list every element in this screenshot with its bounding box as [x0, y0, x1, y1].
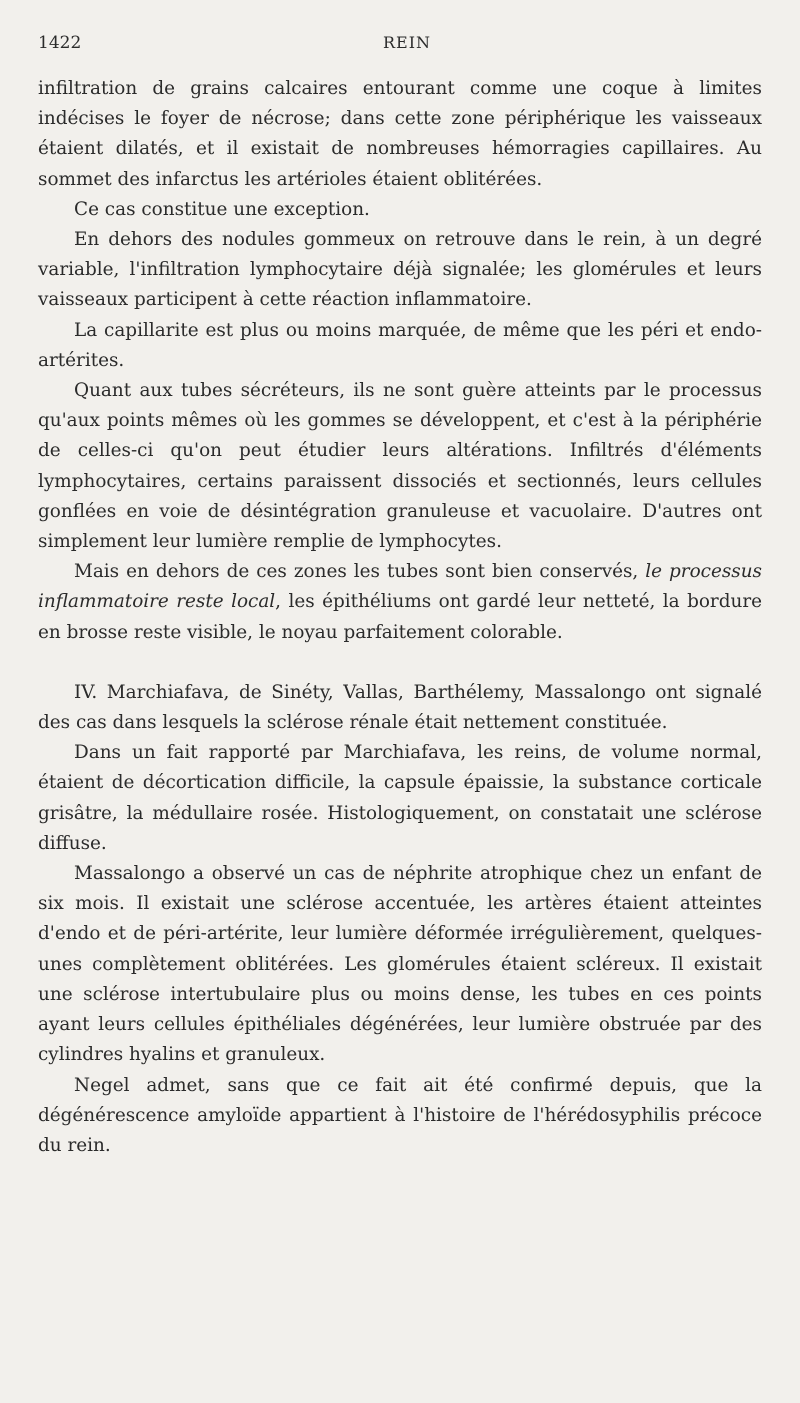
page-number: 1422 [38, 33, 82, 53]
paragraph: Ce cas constitue une exception. [74, 198, 370, 220]
paragraph: Quant aux tubes sécréteurs, ils ne sont guère atteints par le processus qu'aux points mêmes où les gommes se développent, et c'est à la périphérie de celles-ci qu'on peut étudier leurs altérations. Infiltrés d'éléments lymphocytaires, certains paraissent dissociés et sectionnés, leurs cellules gonflées en voie de désintégration granuleuse et vacuolaire. D'autres ont simplement leur lumière remplie de lymphocytes. [38, 380, 762, 553]
paragraph-text: Mais en dehors de ces zones les tubes sont bien conservés, [74, 561, 646, 583]
page-header [38, 33, 766, 57]
paragraph: En dehors des nodules gommeux on retrouve dans le rein, à un degré variable, l'infiltration lymphocytaire déjà signalée; les glomérules et leurs vaisseaux participent à cette réaction inflammatoire. [38, 229, 762, 311]
paragraph-with-emphasis [38, 557, 762, 648]
paragraph: Massalongo a observé un cas de néphrite atrophique chez un enfant de six mois. Il existait une sclérose accentuée, les artères étaient atteintes d'endo et de péri-artérite, leur lumière déformée irrégulièrement, quelques-unes complètement oblitérées. Les glomérules étaient scléreux. Il existait une sclérose intertubulaire plus ou moins dense, les tubes en ces points ayant leurs cellules épithéliales dégénérées, leur lumière obstruée par des cylindres hyalins et granuleux. [38, 863, 762, 1066]
section-paragraph: IV. Marchiafava, de Sinéty, Vallas, Barthélemy, Massalongo ont signalé des cas dans lesquels la sclérose rénale était nettement constituée. [38, 681, 762, 734]
paragraph: Dans un fait rapporté par Marchiafava, les reins, de volume normal, étaient de décortication difficile, la capsule épaissie, la substance corticale grisâtre, la médullaire rosée. Histologiquement, on constatait une sclérose diffuse. [38, 742, 762, 854]
paragraph: Negel admet, sans que ce fait ait été confirmé depuis, que la dégénérescence amyloïde appartient à l'histoire de l'hérédosyphilis précoce du rein. [38, 1074, 762, 1156]
paragraph-text: , les épithéliums ont gardé leur netteté, la bordure en brosse reste visible, le noyau parfaitement colorable. [38, 591, 762, 643]
body-text [38, 74, 762, 1161]
emphasized-text: le processus inflammatoire reste local [38, 561, 762, 613]
running-title: REIN [383, 33, 432, 52]
paragraph-continuation: infiltration de grains calcaires entourant comme une coque à limites indécises le foyer de nécrose; dans cette zone périphérique les vaisseaux étaient dilatés, et il existait de nombreuses hémorragies capillaires. Au sommet des infarctus les artérioles étaient oblitérées. [38, 78, 762, 190]
paragraph: La capillarite est plus ou moins marquée, de même que les péri et endo-artérites. [38, 319, 762, 371]
book-page [38, 0, 766, 1403]
